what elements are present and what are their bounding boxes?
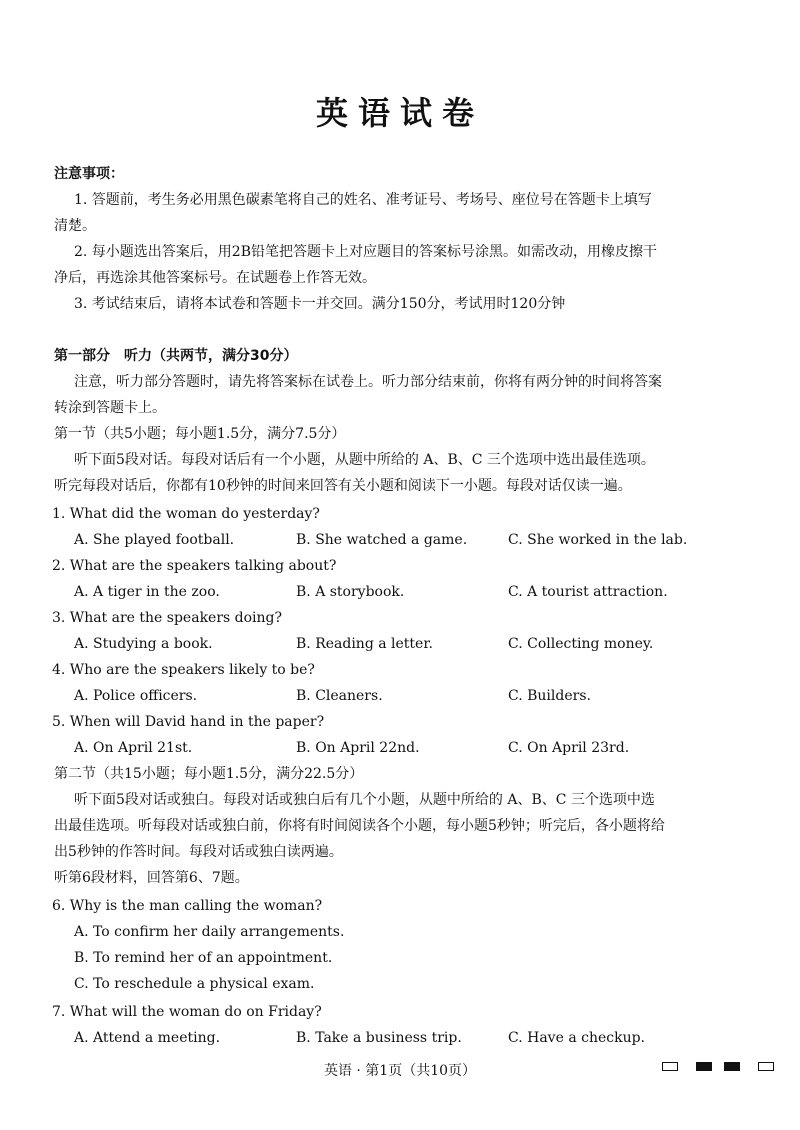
option-b: B. On April 22nd. [296,740,420,756]
part1-intro-line: 注意，听力部分答题时，请先将答案标在试卷上。听力部分结束前，你将有两分钟的时间将答案 [74,374,662,390]
registration-mark-empty [662,1062,678,1071]
option-a: A. Attend a meeting. [74,1030,221,1046]
question-stem: 4. Who are the speakers likely to be? [52,662,315,678]
question-stem: 3. What are the speakers doing? [52,610,283,626]
notes-line: 净后，再选涂其他答案标号。在试题卷上作答无效。 [54,270,376,286]
option-b: B. Take a business trip. [296,1030,462,1046]
option-c: C. Builders. [508,688,591,704]
part1-heading-text: 第一部分 听力（共两节，满分30分） [54,348,298,364]
notes-line: 2. 每小题选出答案后，用2B铅笔把答题卡上对应题目的答案标号涂黑。如需改动，用橡皮擦干 [74,244,658,260]
option-c: C. She worked in the lab. [508,532,688,548]
part1-intro-line: 转涂到答题卡上。 [54,400,166,416]
option-a: A. She played football. [74,532,235,548]
notes-line: 3. 考试结束后，请将本试卷和答题卡一并交回。满分150分，考试用时120分钟 [74,296,566,312]
section1-intro-line: 听完每段对话后，你都有10秒钟的时间来回答有关小题和阅读下一小题。每段对话仅读一遍。 [54,478,632,494]
question-stem: 7. What will the woman do on Friday? [52,1004,322,1020]
option-c: C. A tourist attraction. [508,584,668,600]
option-b: B. To remind her of an appointment. [74,950,333,966]
question-stem: 5. When will David hand in the paper? [52,714,325,730]
question-stem: 2. What are the speakers talking about? [52,558,337,574]
option-a: A. Police officers. [74,688,198,704]
registration-mark-empty [758,1062,774,1071]
section1-heading: 第一节（共5小题；每小题1.5分，满分7.5分） [54,426,346,442]
notes-line: 清楚。 [54,218,96,234]
section2-heading: 第二节（共15小题；每小题1.5分，满分22.5分） [54,766,364,782]
option-a: A. A tiger in the zoo. [74,584,220,600]
material-heading: 听第6段材料，回答第6、7题。 [54,870,249,886]
registration-mark-filled [724,1062,740,1071]
section2-intro-line: 出最佳选项。听每段对话或独白前，你将有时间阅读各个小题，每小题5秒钟；听完后，各小题将给 [54,818,665,834]
section2-intro-line: 听下面5段对话或独白。每段对话或独白后有几个小题，从题中所给的 A、B、C 三个选项中选 [74,792,655,808]
page-footer: 英语 · 第1页（共10页） [323,1063,477,1079]
registration-mark-filled [696,1062,712,1071]
option-b: B. Cleaners. [296,688,383,704]
section2-intro-line: 出5秒钟的作答时间。每段对话或独白读两遍。 [54,844,343,860]
option-a: A. On April 21st. [74,740,193,756]
option-c: C. To reschedule a physical exam. [74,976,315,992]
notes-heading: 注意事项： [54,166,124,182]
option-a: A. To confirm her daily arrangements. [74,924,345,940]
option-c: C. On April 23rd. [508,740,630,756]
notes-line: 1. 答题前，考生务必用黑色碳素笔将自己的姓名、准考证号、考场号、座位号在答题卡上填写 [74,192,652,208]
section1-intro-line: 听下面5段对话。每段对话后有一个小题，从题中所给的 A、B、C 三个选项中选出最佳选项。 [74,452,655,468]
question-stem: 1. What did the woman do yesterday? [52,506,320,522]
option-c: C. Have a checkup. [508,1030,646,1046]
option-c: C. Collecting money. [508,636,654,652]
option-b: B. Reading a letter. [296,636,433,652]
part1-heading [54,346,297,366]
option-b: B. A storybook. [296,584,405,600]
option-b: B. She watched a game. [296,532,468,548]
page-title: 英语试卷 [315,94,484,132]
question-stem: 6. Why is the man calling the woman? [52,898,323,914]
option-a: A. Studying a book. [74,636,213,652]
